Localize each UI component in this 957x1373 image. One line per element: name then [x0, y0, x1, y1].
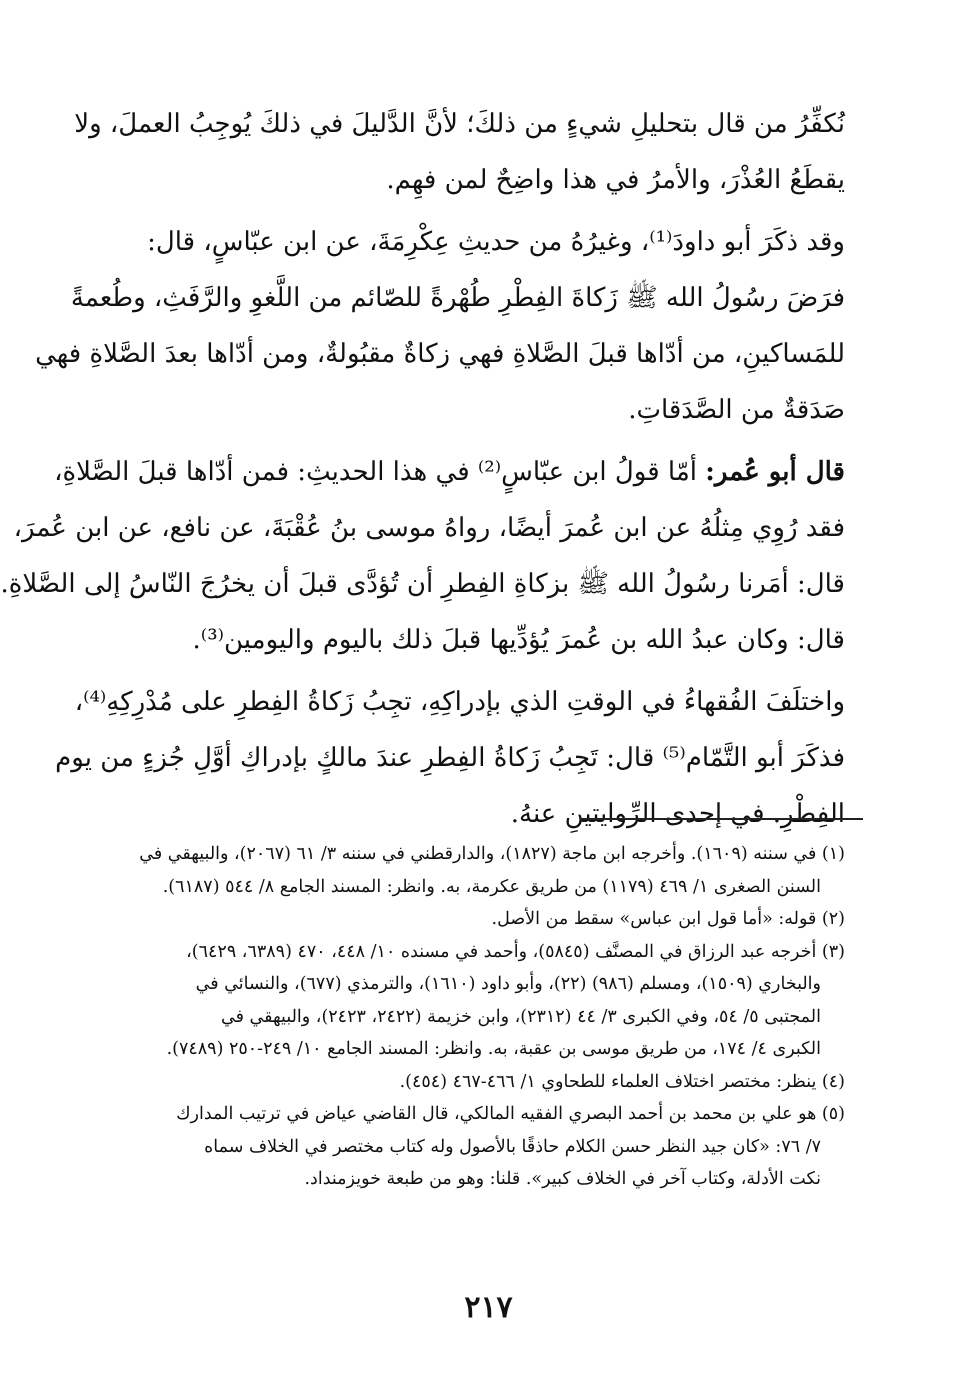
- footnote-line: السنن الصغرى ١/ ٤٦٩ (١١٧٩) من طريق عكرمة، به. وانظر: المسند الجامع ٨/ ٥٤٤ (٦١٨٧).: [162, 876, 821, 897]
- footnote-line: (٢) قوله: «أما قول ابن عباس» سقط من الأصل.: [491, 909, 845, 929]
- body-line-bold-lead: [54, 444, 845, 500]
- footnote-separator: [580, 818, 863, 820]
- footnote-line: (١) في سننه (١٦٠٩). وأخرجه ابن ماجة (١٨٢٧)، والدارقطني في سننه ٣/ ٦١ (٢٠٦٧)، والبيهقي في: [139, 844, 845, 864]
- footnotes: [116, 838, 845, 1196]
- body-line-rest: أمّا قولُ ابن عبّاسٍ⁽²⁾ في هذا الحديثِ: فمن أدّاها قبلَ الصَّلاةِ،: [54, 457, 706, 487]
- footnote-line: (٥) هو علي بن محمد بن أحمد البصري الفقيه المالكي، قال القاضي عياض في ترتيب المدارك: [176, 1104, 845, 1124]
- page-number: ٢١٧: [464, 1290, 513, 1325]
- footnote-line: (٣) أخرجه عبد الرزاق في المصنَّف (٥٨٤٥)، وأحمد في مسنده ١٠/ ٤٤٨، ٤٧٠ (٦٣٨٩، ٦٤٢٩)،: [186, 941, 845, 962]
- bold-lead: قال أبو عُمر:: [705, 457, 845, 487]
- body-line: فرَضَ رسُولُ الله ﷺ زَكاةَ الفِطْرِ طُهْرةً للصّائم من اللَّغوِ والرَّفَثِ، وطُعمةً: [70, 283, 845, 313]
- body-line: صَدَقةٌ من الصَّدَقاتِ.: [628, 395, 845, 425]
- footnote-line: المجتبى ٥/ ٥٤، وفي الكبرى ٣/ ٤٤ (٢٣١٢)، وابن خزيمة (٢٤٢٢، ٢٤٢٣)، والبيهقي في: [221, 1006, 821, 1027]
- body-line: وقد ذكَرَ أبو داودَ⁽¹⁾، وغيرُهُ من حديثِ عِكْرِمَةَ، عن ابن عبّاسٍ، قال:: [147, 227, 845, 257]
- body-line: فذكَرَ أبو التَّمّام⁽⁵⁾ قال: تَجِبُ زَكاةُ الفِطرِ عندَ مالكٍ بإدراكِ أوَّلِ جُزءٍ من يوم: [55, 743, 845, 773]
- footnote-line: (٤) ينظر: مختصر اختلاف العلماء للطحاوي ١/ ٤٦٦-٤٦٧ (٤٥٤).: [399, 1071, 845, 1092]
- body-line: فقد رُوِي مِثلُهُ عن ابن عُمرَ أيضًا، رواهُ موسى بنُ عُقْبَةَ، عن نافع، عن ابن عُمرَ،: [13, 513, 845, 543]
- body-line: يقطَعُ العُذْرَ، والأمرُ في هذا واضِحٌ لمن فهِم.: [386, 165, 845, 195]
- body-line: قال: أمَرنا رسُولُ الله ﷺ بزكاةِ الفِطرِ أن تُؤدَّى قبلَ أن يخرُجَ النّاسُ إلى الصَّلاةِ.: [0, 569, 845, 599]
- footnote-line: نكت الأدلة، وكتاب آخر في الخلاف كبير». قلنا: وهو من طبعة خويزمنداد.: [304, 1169, 821, 1189]
- body-line: واختلَفَ الفُقهاءُ في الوقتِ الذي بإدراكِهِ، تجِبُ زَكاةُ الفِطرِ على مُدْرِكِهِ⁽⁴⁾،: [74, 687, 845, 717]
- main-text: [0, 96, 845, 842]
- body-line: نُكفِّرُ من قال بتحليلِ شيءٍ من ذلكَ؛ لأنَّ الدَّليلَ في ذلكَ يُوجِبُ العملَ، ولا: [74, 109, 845, 139]
- footnote-line: ٧/ ٧٦: «كان جيد النظر حسن الكلام حاذقًا بالأصول وله كتاب مختصر في الخلاف سماه: [204, 1136, 821, 1157]
- footnote-line: والبخاري (١٥٠٩)، ومسلم (٩٨٦) (٢٢)، وأبو داود (١٦١٠)، والترمذي (٦٧٧)، والنسائي في: [195, 974, 821, 994]
- footnote-line: الكبرى ٤/ ١٧٤، من طريق موسى بن عقبة، به. وانظر: المسند الجامع ١٠/ ٢٤٩-٢٥٠ (٧٤٨٩).: [166, 1039, 821, 1059]
- body-line: قال: وكان عبدُ الله بن عُمرَ يُؤدِّيها قبلَ ذلك باليوم واليومين⁽³⁾.: [192, 625, 845, 655]
- body-line: الفِطْرِ. في إحدى الرِّوايتينِ عنهُ.: [510, 799, 845, 829]
- body-line: للمَساكينِ، من أدّاها قبلَ الصَّلاةِ فهي زكاةٌ مقبُولةٌ، ومن أدّاها بعدَ الصَّلاةِ فهي: [35, 339, 845, 369]
